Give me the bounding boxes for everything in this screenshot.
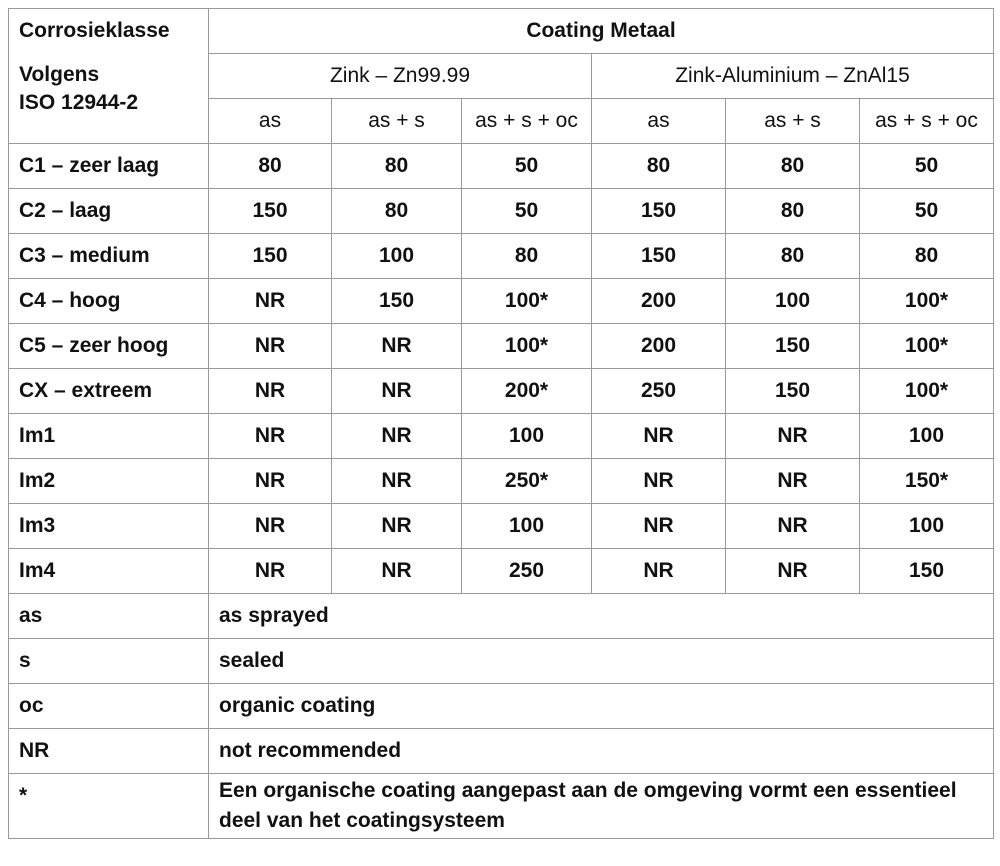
row-label: C5 – zeer hoog: [9, 324, 209, 369]
value-cell: 80: [726, 144, 860, 189]
table-row: [9, 144, 994, 189]
value-cell: 50: [860, 189, 994, 234]
table-row: [9, 459, 994, 504]
value-cell: 150*: [860, 459, 994, 504]
value-cell: NR: [209, 414, 332, 459]
legend-key: NR: [9, 729, 209, 774]
group-header-zink: Zink – Zn99.99: [209, 54, 592, 99]
corner-label-corrosieklasse: Corrosieklasse: [19, 19, 170, 42]
legend-row: [9, 684, 994, 729]
value-cell: 150: [592, 189, 726, 234]
table-row: [9, 324, 994, 369]
row-label: Im4: [9, 549, 209, 594]
value-cell: 80: [209, 144, 332, 189]
table-row: [9, 414, 994, 459]
row-label: C2 – laag: [9, 189, 209, 234]
column-header: as + s + oc: [860, 99, 994, 144]
value-cell: NR: [592, 504, 726, 549]
table-title: Coating Metaal: [209, 9, 994, 54]
value-cell: 250: [592, 369, 726, 414]
value-cell: 150: [209, 234, 332, 279]
value-cell: NR: [209, 504, 332, 549]
legend-text: Een organische coating aangepast aan de omgeving vormt een essentieel deel van het coatingsysteem: [209, 774, 994, 839]
value-cell: NR: [726, 414, 860, 459]
value-cell: 100: [462, 504, 592, 549]
legend-row: [9, 774, 994, 839]
value-cell: 200: [592, 279, 726, 324]
value-cell: 80: [726, 234, 860, 279]
value-cell: 250: [462, 549, 592, 594]
value-cell: NR: [726, 459, 860, 504]
value-cell: NR: [209, 369, 332, 414]
row-label: Im3: [9, 504, 209, 549]
value-cell: 100: [332, 234, 462, 279]
column-header: as + s: [332, 99, 462, 144]
corner-label-iso: ISO 12944-2: [19, 91, 139, 114]
value-cell: NR: [332, 414, 462, 459]
value-cell: 100*: [860, 279, 994, 324]
row-label: C1 – zeer laag: [9, 144, 209, 189]
value-cell: 50: [860, 144, 994, 189]
value-cell: 80: [592, 144, 726, 189]
legend-row: [9, 594, 994, 639]
legend-row: [9, 639, 994, 684]
table-row: [9, 504, 994, 549]
value-cell: 250*: [462, 459, 592, 504]
value-cell: NR: [332, 459, 462, 504]
value-cell: 150: [592, 234, 726, 279]
corner-header-cell: [9, 9, 209, 144]
table-row: [9, 279, 994, 324]
value-cell: 150: [332, 279, 462, 324]
value-cell: NR: [726, 549, 860, 594]
value-cell: NR: [592, 549, 726, 594]
value-cell: 200: [592, 324, 726, 369]
value-cell: 150: [726, 369, 860, 414]
value-cell: NR: [592, 414, 726, 459]
column-header: as + s + oc: [462, 99, 592, 144]
value-cell: 100: [860, 414, 994, 459]
value-cell: NR: [332, 504, 462, 549]
value-cell: 80: [726, 189, 860, 234]
value-cell: 150: [209, 189, 332, 234]
row-label: CX – extreem: [9, 369, 209, 414]
value-cell: 100*: [462, 279, 592, 324]
value-cell: 100*: [462, 324, 592, 369]
group-header-zink-aluminium: Zink-Aluminium – ZnAl15: [592, 54, 994, 99]
value-cell: 150: [860, 549, 994, 594]
table-row: [9, 189, 994, 234]
table-row: [9, 549, 994, 594]
value-cell: NR: [209, 324, 332, 369]
value-cell: NR: [332, 324, 462, 369]
value-cell: 100: [462, 414, 592, 459]
legend-text: as sprayed: [209, 594, 994, 639]
legend-key: *: [9, 774, 209, 839]
value-cell: NR: [209, 279, 332, 324]
legend-key: oc: [9, 684, 209, 729]
legend-text: organic coating: [209, 684, 994, 729]
legend-text: not recommended: [209, 729, 994, 774]
row-label: Im1: [9, 414, 209, 459]
legend-key: as: [9, 594, 209, 639]
value-cell: 80: [332, 189, 462, 234]
value-cell: 80: [462, 234, 592, 279]
value-cell: 150: [726, 324, 860, 369]
legend-text: sealed: [209, 639, 994, 684]
value-cell: 50: [462, 189, 592, 234]
value-cell: 80: [332, 144, 462, 189]
value-cell: NR: [332, 369, 462, 414]
value-cell: 100: [860, 504, 994, 549]
value-cell: NR: [726, 504, 860, 549]
value-cell: 100: [726, 279, 860, 324]
coating-table: [8, 8, 994, 839]
row-label: C4 – hoog: [9, 279, 209, 324]
table-row: [9, 234, 994, 279]
value-cell: NR: [332, 549, 462, 594]
value-cell: 100*: [860, 369, 994, 414]
value-cell: 80: [860, 234, 994, 279]
column-header: as: [592, 99, 726, 144]
column-header: as + s: [726, 99, 860, 144]
value-cell: NR: [209, 549, 332, 594]
row-label: Im2: [9, 459, 209, 504]
legend-row: [9, 729, 994, 774]
table-row: [9, 369, 994, 414]
row-label: C3 – medium: [9, 234, 209, 279]
corner-label-volgens: Volgens: [19, 63, 100, 86]
value-cell: 200*: [462, 369, 592, 414]
column-header: as: [209, 99, 332, 144]
legend-key: s: [9, 639, 209, 684]
value-cell: 100*: [860, 324, 994, 369]
value-cell: NR: [209, 459, 332, 504]
value-cell: NR: [592, 459, 726, 504]
value-cell: 50: [462, 144, 592, 189]
